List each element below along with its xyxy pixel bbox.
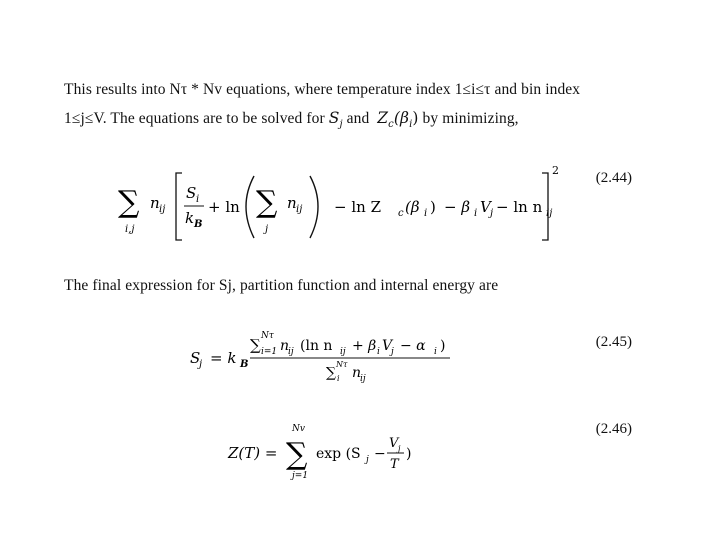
eq244-sum-sub: i,j	[125, 224, 135, 235]
intro-and: and	[346, 110, 370, 127]
var-z-sub: c	[388, 119, 394, 131]
var-z-close: )	[412, 109, 419, 127]
intro-line-1: This results into Nτ * Nv equations, where temperature index 1≤i≤τ and bin index	[64, 81, 581, 98]
eq244-v-sub: j	[490, 208, 494, 219]
eq245-den-sum-sup: Nτ	[336, 360, 348, 369]
var-z-arg: (β	[393, 109, 410, 127]
intro-paragraph	[64, 76, 664, 139]
equation-2-44	[112, 160, 553, 245]
eq245-num-sum-sup: Nτ	[261, 331, 274, 341]
eq244-sum: ∑	[118, 185, 140, 220]
eq245-num-close: )	[440, 338, 446, 354]
eq244-minus-ln-n: − ln n	[496, 198, 543, 216]
eq244-v: V	[480, 198, 491, 216]
eq246-sum-sup: Nv	[292, 424, 305, 434]
eq245-den-sum-sub: i	[337, 374, 340, 383]
eq246-minus: −	[374, 446, 386, 462]
eq245-num-sum-sub: i=1	[261, 347, 278, 357]
eq245-num-n: n	[280, 338, 290, 354]
eq244-left-bracket	[176, 173, 182, 240]
equation-number-2-44: (2.44)	[595, 170, 632, 186]
eq244-inner-n-sub: ij	[296, 204, 303, 215]
eq244-minus-lnz: − ln Z	[334, 198, 381, 216]
eq244-beta-arg: (β	[405, 198, 420, 216]
eq244-beta-sub: i	[424, 208, 428, 219]
equation-2-45	[188, 325, 458, 385]
eq245-num-beta-sub: i	[377, 347, 380, 357]
eq244-frac-num-sub: i	[196, 194, 200, 205]
eq244-beta2-sub: i	[474, 208, 478, 219]
eq245-den-n: n	[352, 365, 362, 381]
eq245-num-v: V	[382, 338, 393, 354]
var-s: S	[328, 109, 340, 127]
eq245-num-ln-sub: ij	[340, 347, 346, 357]
eq244-last-n-sub: ij	[546, 208, 553, 219]
eq245-num-sum: ∑	[250, 336, 261, 354]
eq244-close: )	[430, 198, 436, 216]
eq246-lhs: Z(T) =	[228, 444, 278, 462]
eq246-exp-open: exp (S	[316, 446, 361, 462]
equation-2-46	[226, 418, 426, 486]
eq244-right-bracket	[542, 173, 548, 240]
var-z-arg-sub: i	[409, 119, 413, 131]
eq246-close: )	[406, 446, 412, 462]
eq245-den-sum: ∑	[326, 365, 336, 381]
eq244-z-sub: c	[398, 208, 404, 219]
intro-line-2-prefix: 1≤j≤V. The equations are to be solved for	[64, 110, 325, 127]
eq244-inner-n: n	[287, 194, 297, 212]
eq244-frac-num: S	[186, 184, 197, 202]
eq245-num-plus-beta: + β	[352, 338, 377, 354]
eq245-den-n-sub: ij	[360, 374, 366, 384]
eq246-s-sub: j	[366, 455, 369, 465]
eq246-frac-num-sub: j	[398, 444, 401, 453]
eq244-minus-beta: − β	[444, 198, 471, 216]
eq246-sum-sub: j=1	[292, 471, 309, 481]
eq244-right-paren	[310, 176, 318, 238]
eq244-n-sub: ij	[159, 204, 166, 215]
intro-line-2	[64, 104, 664, 139]
eq246-frac-den: T	[390, 457, 399, 472]
eq245-lhs: S	[190, 349, 201, 367]
middle-paragraph: The final expression for Sj, partition function and internal energy are	[64, 277, 499, 294]
eq244-exponent: 2	[552, 164, 559, 177]
eq244-inner-sum-sub: j	[265, 224, 269, 235]
eq244-frac-den: k	[185, 209, 195, 227]
eq244-n: n	[150, 194, 160, 212]
equation-number-2-46: (2.46)	[595, 421, 632, 437]
eq245-num-alpha-sub: i	[434, 347, 437, 357]
eq245-num-ln: (ln n	[300, 338, 333, 354]
var-z: Z	[377, 109, 389, 127]
eq244-inner-sum: ∑	[256, 185, 278, 220]
eq246-sum: ∑	[286, 437, 308, 472]
eq245-kb-sub: B	[240, 359, 249, 370]
intro-line-2-suffix: by minimizing,	[422, 110, 519, 127]
var-s-sub: j	[339, 119, 343, 131]
eq245-num-minus-alpha: − α	[400, 338, 426, 354]
eq245-lhs-sub: j	[199, 359, 203, 370]
eq245-num-n-sub: ij	[288, 347, 294, 357]
eq246-frac-num: V	[389, 436, 399, 451]
eq244-left-paren	[246, 176, 254, 238]
eq244-plus-ln: + ln	[208, 198, 240, 216]
eq245-num-v-sub: j	[391, 347, 394, 357]
eq245-eq-kb: = k	[210, 349, 237, 367]
equation-number-2-45: (2.45)	[595, 334, 632, 350]
equation-2-44-close	[540, 160, 580, 245]
eq244-frac-den-sub: B	[194, 219, 203, 230]
